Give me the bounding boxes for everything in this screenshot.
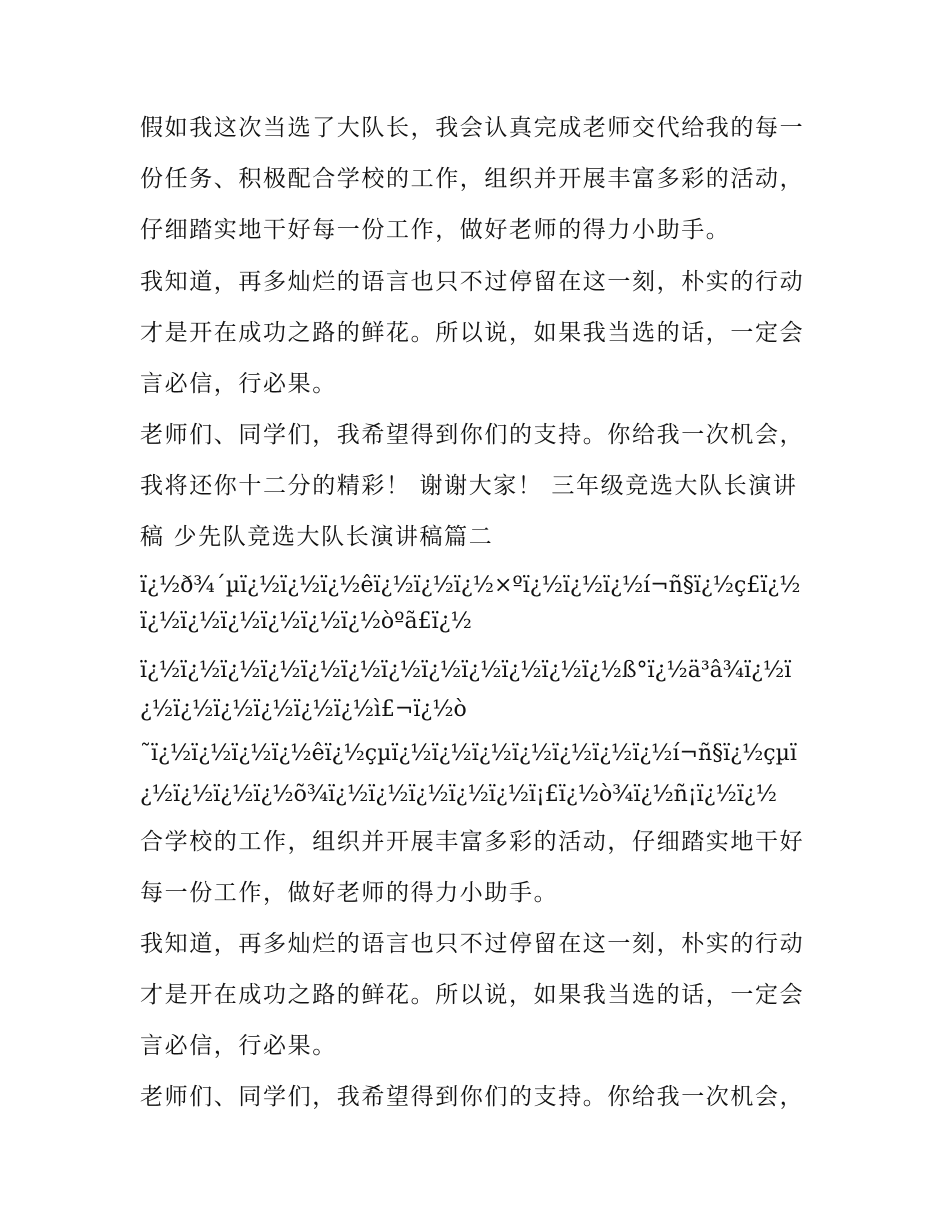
paragraph-line: 每一份工作，做好老师的得力小助手。	[140, 880, 559, 906]
paragraph-line: 言必信，行必果。	[140, 1033, 337, 1059]
paragraph-line: 假如我这次当选了大队长，我会认真完成老师交代给我的每一	[140, 115, 805, 141]
garbled-text-line: ï¿½ï¿½ï¿½ï¿½ï¿½ï¿½ï¿½ï¿½ï¿½ï¿½ï¿½ï¿½ß°ï¿½ä³â¾ï¿½ï	[140, 658, 792, 683]
paragraph-line: 才是开在成功之路的鲜花。所以说，如果我当选的话，一定会	[140, 982, 805, 1008]
garbled-text-line: ¿½ï¿½ï¿½ï¿½õ¾ï¿½ï¿½ï¿½ï¿½ï¿½ï¡£ï¿½ò¾ï¿½ñ¡ï¿½ï¿½	[140, 782, 777, 807]
paragraph-line: 老师们、同学们，我希望得到你们的支持。你给我一次机会，	[140, 1084, 805, 1110]
garbled-text-line: ï¿½ð¾´µï¿½ï¿½ï¿½êï¿½ï¿½ï¿½×ºï¿½ï¿½ï¿½í¬ñ§ï¿½ç£ï¿½	[140, 573, 801, 598]
paragraph-line: 稿 少先队竞选大队长演讲稿篇二	[140, 524, 494, 550]
paragraph-line: 老师们、同学们，我希望得到你们的支持。你给我一次机会，	[140, 422, 805, 448]
paragraph-line: 才是开在成功之路的鲜花。所以说，如果我当选的话，一定会	[140, 320, 805, 346]
garbled-text-line: ˜ï¿½ï¿½ï¿½ï¿½êï¿½çµï¿½ï¿½ï¿½ï¿½ï¿½ï¿½ï¿½í¬ñ§ï¿½çµï	[140, 741, 797, 766]
paragraph-line: 我知道，再多灿烂的语言也只不过停留在这一刻，朴实的行动	[140, 931, 805, 957]
garbled-text-line: ¿½ï¿½ï¿½ï¿½ï¿½ï¿½ì£¬ï¿½ò	[140, 697, 467, 722]
paragraph-line: 我将还你十二分的精彩！ 谢谢大家！ 三年级竞选大队长演讲	[140, 473, 798, 499]
paragraph-line: 合学校的工作，组织并开展丰富多彩的活动，仔细踏实地干好	[140, 829, 805, 855]
paragraph-line: 我知道，再多灿烂的语言也只不过停留在这一刻，朴实的行动	[140, 269, 805, 295]
paragraph-line: 言必信，行必果。	[140, 371, 337, 397]
garbled-text-line: ï¿½ï¿½ï¿½ï¿½ï¿½ï¿½òºã£ï¿½	[140, 609, 472, 634]
paragraph-line: 份任务、积极配合学校的工作，组织并开展丰富多彩的活动，	[140, 166, 805, 192]
paragraph-line: 仔细踏实地干好每一份工作，做好老师的得力小助手。	[140, 217, 731, 243]
